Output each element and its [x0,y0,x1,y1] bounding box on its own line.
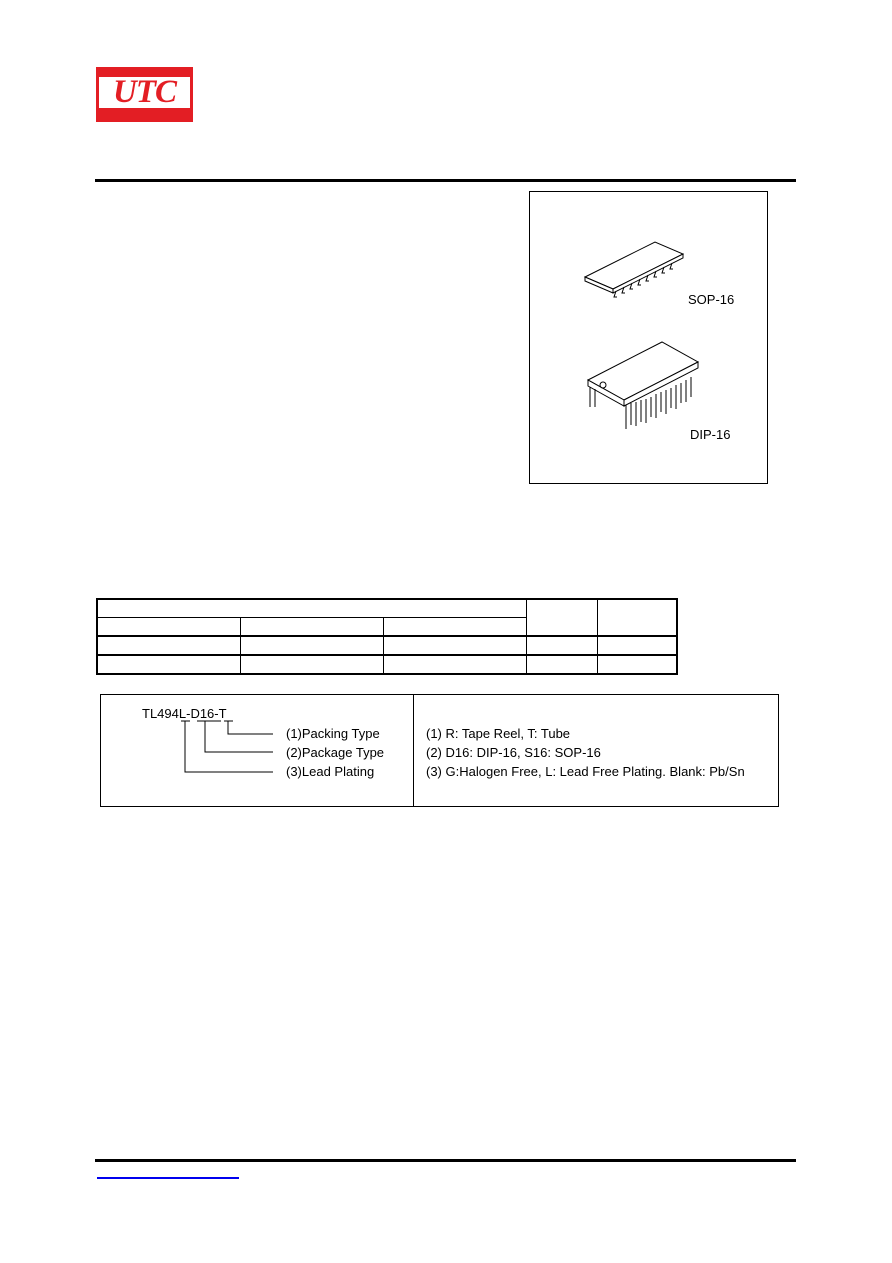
logo-text: UTC [113,74,176,110]
part-number-divider [413,695,414,806]
logo-inner [99,74,190,110]
part-number-lead-plating: L [178,706,187,721]
table-header-row [97,599,677,618]
table-cell [597,655,677,674]
ordering-table [96,598,678,675]
table-cell [240,636,383,655]
table-subheader-cell [97,618,240,637]
sop16-label: SOP-16 [688,292,735,307]
package-drawings [530,192,767,483]
dip16-label: DIP-16 [690,427,731,442]
sop16-chip-icon [585,242,683,297]
table-header-cell [597,599,677,636]
table-subheader-cell [383,618,526,637]
table-row [97,655,677,674]
footer-rule [95,1159,796,1162]
header-rule [95,179,796,182]
lead-plating-description: (3) G:Halogen Free, L: Lead Free Plating. Blank: Pb/Sn [426,764,745,779]
part-number-prefix: TL494 [142,706,179,721]
part-number-box [100,694,779,807]
package-figure [529,191,768,484]
table-cell [383,636,526,655]
table-cell [240,655,383,674]
table-row [97,636,677,655]
table-cell [97,636,240,655]
table-header-cell [97,599,526,618]
part-number-packing: T [218,706,227,721]
package-type-label: (2)Package Type [286,745,385,760]
utc-logo [96,67,193,122]
table-cell [526,636,597,655]
table-cell [597,636,677,655]
table-cell [526,655,597,674]
table-header-cell [526,599,597,636]
part-number-package: -D16- [186,706,219,721]
lead-plating-label: (3)Lead Plating [286,764,375,779]
footer-website-link[interactable] [97,1177,239,1179]
packing-type-description: (1) R: Tape Reel, T: Tube [426,726,571,741]
packing-type-label: (1)Packing Type [286,726,380,741]
table-subheader-cell [240,618,383,637]
table-cell [383,655,526,674]
table-cell [97,655,240,674]
dip16-chip-icon [588,342,698,429]
package-type-description: (2) D16: DIP-16, S16: SOP-16 [426,745,601,760]
